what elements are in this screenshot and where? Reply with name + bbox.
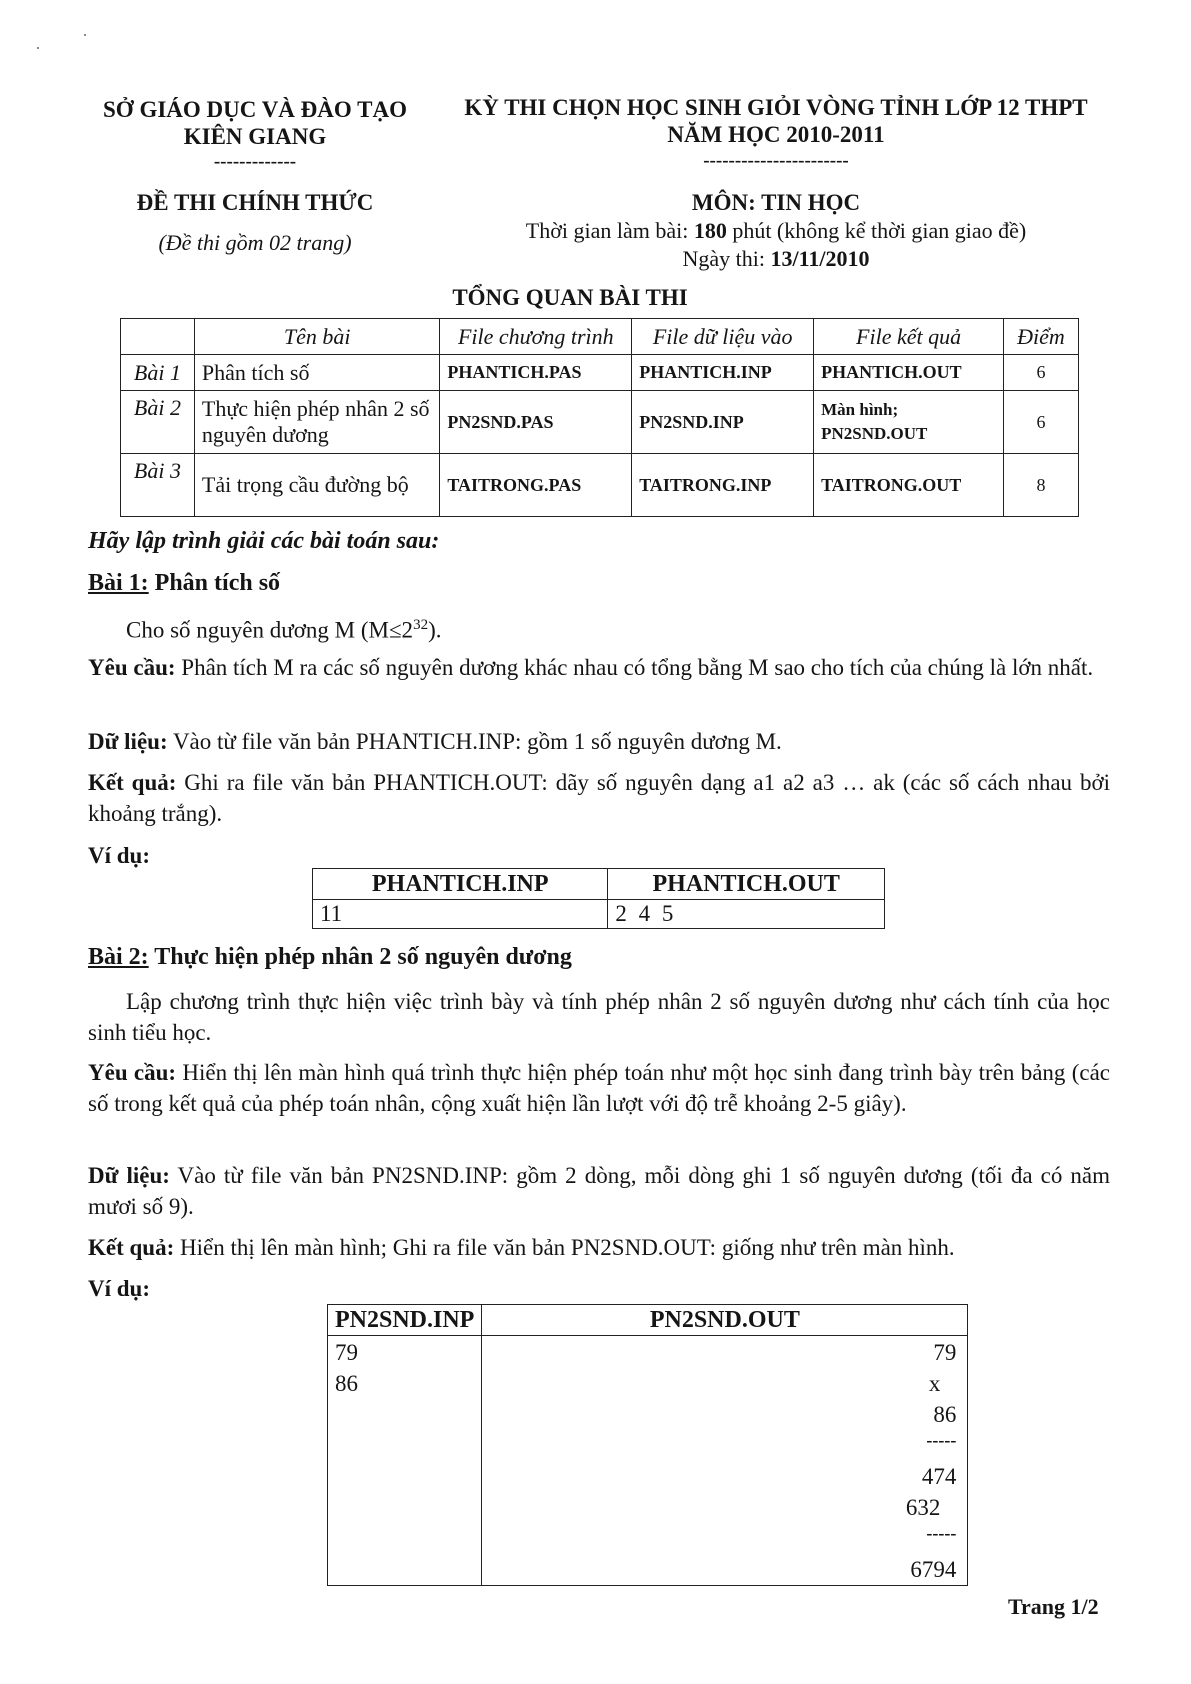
overview-title: TỔNG QUAN BÀI THI <box>452 285 688 310</box>
ministry-name: SỞ GIÁO DỤC VÀ ĐÀO TẠO <box>103 97 407 122</box>
result-label: Kết quả: <box>88 1235 175 1260</box>
example-output: 2 4 5 <box>608 900 885 929</box>
result-text: Hiển thị lên màn hình; Ghi ra file văn bản PN2SND.OUT: giống như trên màn hình. <box>174 1235 955 1260</box>
bai2-example-table <box>327 1304 968 1586</box>
scan-dot <box>37 47 39 49</box>
score: 8 <box>1004 454 1079 517</box>
requirement-text: Phân tích M ra các số nguyên dương khác nhau có tổng bằng M sao cho tích của chúng là lớn nhất. <box>175 655 1094 680</box>
requirement-text: Hiển thị lên màn hình quá trình thực hiện phép toán như một học sinh đang trình bày trên bảng (các số trong kết quả của phép toán nhân, cộng xuất hiện lần lượt với độ trễ khoảng 2-5 giây). <box>88 1060 1110 1116</box>
data-label: Dữ liệu: <box>88 729 168 754</box>
instruction: Hãy lập trình giải các bài toán sau: <box>88 528 440 554</box>
output-file: TAITRONG.OUT <box>814 454 1004 517</box>
subject: MÔN: TIN HỌC <box>691 190 861 215</box>
problem-no: Bài 1 <box>121 355 195 391</box>
program-file: TAITRONG.PAS <box>440 454 632 517</box>
problem-name: Phân tích số <box>194 355 439 391</box>
example-input: 11 <box>313 900 608 929</box>
bai2-label: Bài 2: <box>88 944 149 970</box>
output-file <box>814 391 1004 454</box>
result-label: Kết quả: <box>88 770 177 795</box>
exam-title: KỲ THI CHỌN HỌC SINH GIỎI VÒNG TỈNH LỚP 12 THPT <box>464 95 1088 120</box>
output-line: 86 <box>933 1402 957 1427</box>
province-name: KIÊN GIANG <box>183 124 327 149</box>
bai1-example-label: Ví dụ: <box>88 843 150 868</box>
problem-no: Bài 2 <box>121 391 195 454</box>
example-header-output: PN2SND.OUT <box>482 1305 968 1336</box>
header-cell: File dữ liệu vào <box>632 319 814 355</box>
bai1-title: Phân tích số <box>148 570 281 596</box>
output-line: x <box>928 1371 941 1396</box>
example-row <box>313 900 885 929</box>
page-number: Trang 1/2 <box>1008 1594 1099 1619</box>
bai1-requirement <box>88 652 1110 683</box>
table-row <box>121 391 1079 454</box>
input-file: PN2SND.INP <box>632 391 814 454</box>
table-row <box>121 355 1079 391</box>
program-file: PHANTICH.PAS <box>440 355 632 391</box>
time-suffix: phút (không kể thời gian giao đề) <box>726 218 1027 243</box>
problem-name: Tải trọng cầu đường bộ <box>194 454 439 517</box>
date-value: 13/11/2010 <box>770 246 870 271</box>
example-header-input: PHANTICH.INP <box>313 869 608 900</box>
header-cell: File chương trình <box>440 319 632 355</box>
bai1-given <box>126 610 441 646</box>
example-row <box>328 1336 968 1586</box>
problem-name: Thực hiện phép nhân 2 số nguyên dương <box>194 391 439 454</box>
output-divider: ----- <box>926 1430 957 1450</box>
bai2-heading <box>88 944 572 971</box>
score: 6 <box>1004 391 1079 454</box>
bai2-example-label: Ví dụ: <box>88 1276 150 1301</box>
input-file: TAITRONG.INP <box>632 454 814 517</box>
bai1-label: Bài 1: <box>88 570 149 596</box>
bai2-title: Thực hiện phép nhân 2 số nguyên dương <box>148 944 572 970</box>
header-cell: Điểm <box>1004 319 1079 355</box>
example-header-row <box>313 869 885 900</box>
header-cell: Tên bài <box>194 319 439 355</box>
bai1-data <box>88 726 1110 757</box>
data-text: Vào từ file văn bản PN2SND.INP: gồm 2 dòng, mỗi dòng ghi 1 số nguyên dương (tối đa có năm mươi số 9). <box>88 1163 1110 1219</box>
bai1-result <box>88 767 1110 829</box>
date-prefix: Ngày thi: <box>682 246 771 271</box>
table-row <box>121 454 1079 517</box>
example-output <box>482 1336 968 1586</box>
output-divider: ----- <box>926 1523 957 1543</box>
bai2-result <box>88 1232 1110 1263</box>
example-header-row <box>328 1305 968 1336</box>
output-line: Màn hình; <box>821 400 899 419</box>
problem-no: Bài 3 <box>121 454 195 517</box>
exam-date <box>446 246 1106 272</box>
header-cell: File kết quả <box>814 319 1004 355</box>
exam-time <box>446 218 1106 244</box>
input-line: 86 <box>335 1371 358 1396</box>
official-label: ĐỀ THI CHÍNH THỨC <box>136 190 374 215</box>
output-file: PHANTICH.OUT <box>814 355 1004 391</box>
bai2-requirement <box>88 1057 1110 1119</box>
left-divider: ------------- <box>213 151 297 172</box>
output-line: PN2SND.OUT <box>821 424 928 443</box>
requirement-label: Yêu cầu: <box>88 655 176 680</box>
example-header-output: PHANTICH.OUT <box>608 869 885 900</box>
given-exponent: 32 <box>413 617 429 633</box>
right-divider: ----------------------- <box>703 150 849 171</box>
time-value: 180 <box>693 218 727 243</box>
given-text: Cho số nguyên dương M (M≤2 <box>126 617 414 643</box>
data-label: Dữ liệu: <box>88 1163 170 1188</box>
bai2-intro: Lập chương trình thực hiện việc trình bày và tính phép nhân 2 số nguyên dương như cách tính của học sinh tiểu học. <box>88 989 1110 1045</box>
score: 6 <box>1004 355 1079 391</box>
output-line: 79 <box>933 1340 957 1365</box>
output-line: 632 <box>905 1495 941 1520</box>
result-text: Ghi ra file văn bản PHANTICH.OUT: dãy số nguyên dạng a1 a2 a3 … ak (các số cách nhau bởi khoảng trắng). <box>88 770 1110 826</box>
overview-table <box>120 318 1079 517</box>
input-file: PHANTICH.INP <box>632 355 814 391</box>
bai1-example-table <box>312 868 885 929</box>
school-year: NĂM HỌC 2010-2011 <box>667 122 885 147</box>
time-prefix: Thời gian làm bài: <box>525 218 694 243</box>
output-line: 6794 <box>910 1557 957 1582</box>
example-header-input: PN2SND.INP <box>328 1305 482 1336</box>
program-file: PN2SND.PAS <box>440 391 632 454</box>
overview-header-row <box>121 319 1079 355</box>
bai2-data <box>88 1160 1110 1222</box>
input-line: 79 <box>335 1340 358 1365</box>
given-suffix: ). <box>428 617 442 643</box>
data-text: Vào từ file văn bản PHANTICH.INP: gồm 1 số nguyên dương M. <box>167 729 782 754</box>
example-input <box>328 1336 482 1586</box>
requirement-label: Yêu cầu: <box>88 1060 177 1085</box>
header-cell <box>121 319 195 355</box>
pages-note: (Đề thi gồm 02 trang) <box>158 230 352 255</box>
output-line: 474 <box>921 1464 957 1489</box>
bai1-heading <box>88 570 280 597</box>
scan-dot <box>84 34 86 36</box>
